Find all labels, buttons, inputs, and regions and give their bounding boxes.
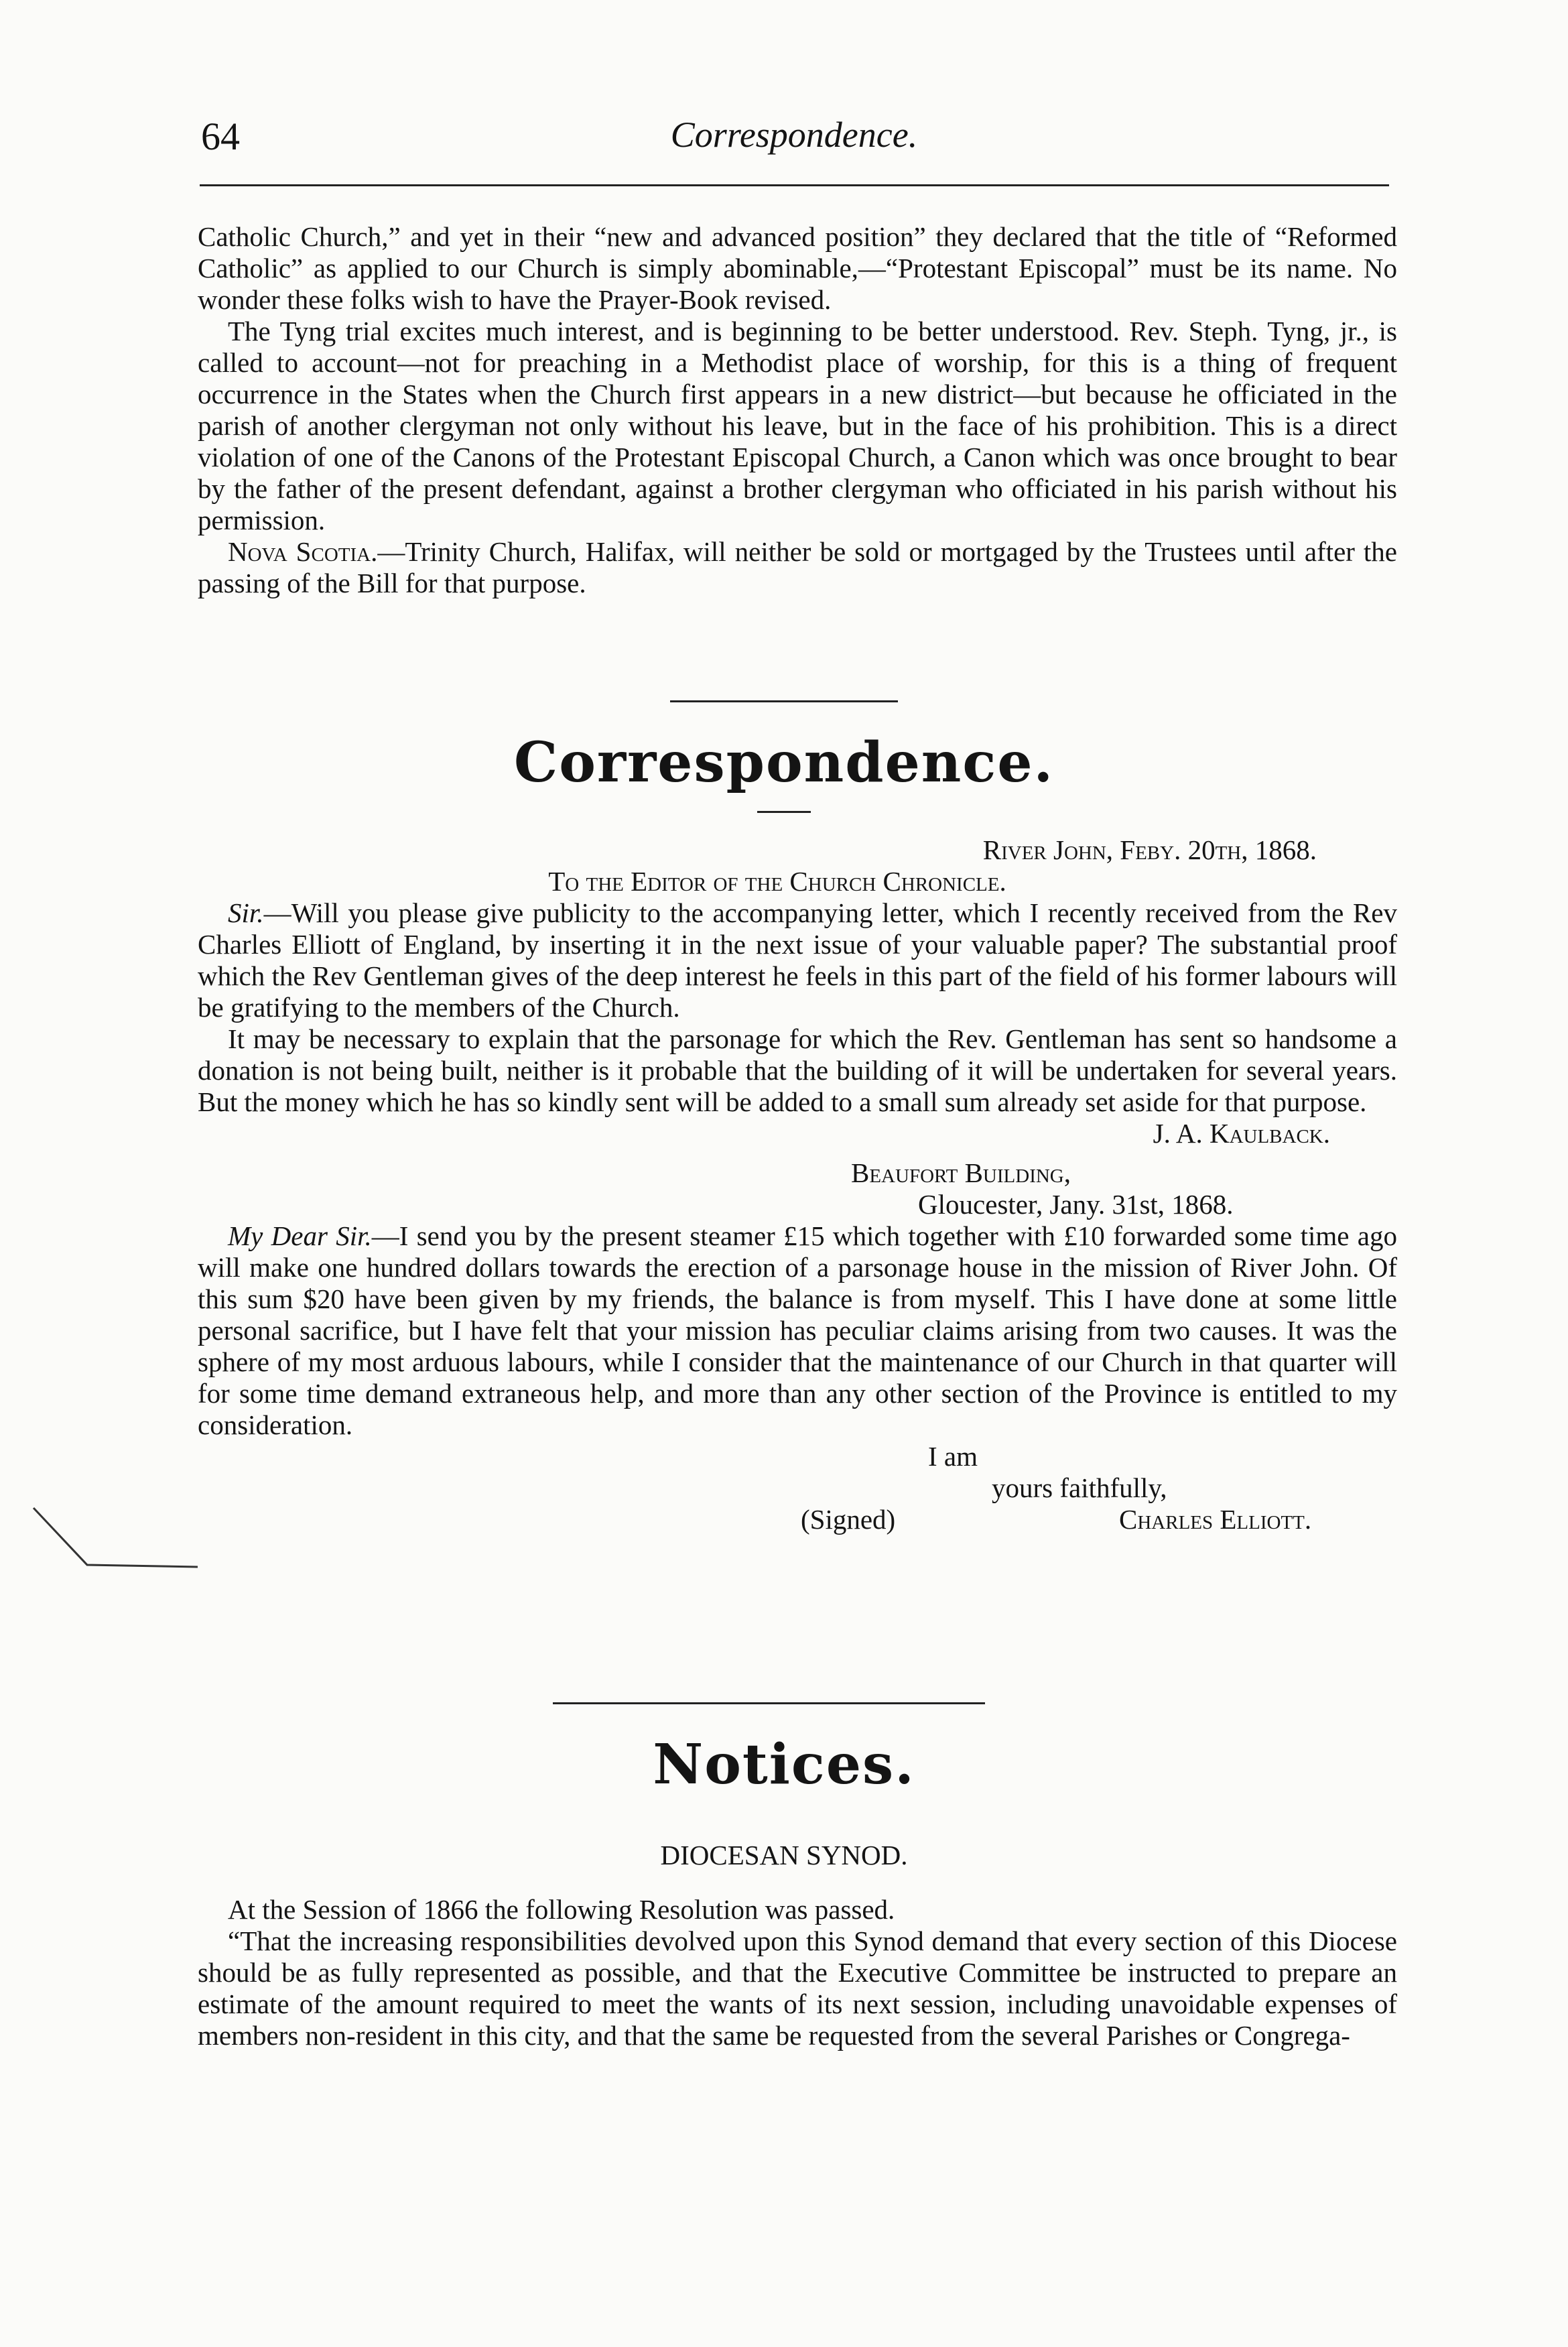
correspondence-paragraph-2: It may be necessary to explain that the parsonage for which the Rev. Gentleman has sent so handsome a donation is not being built, neither is it probable that the building of it will be undertaken for several years. But the money which he has so kindly sent will be added to a small sum already set aside for that purpose.	[198, 1023, 1397, 1117]
section-divider-2	[553, 1702, 985, 1704]
page-header	[201, 107, 1387, 168]
correspondence-section	[198, 834, 1397, 1535]
signed-label: (Signed)	[801, 1504, 896, 1535]
heading-underline-1	[757, 811, 811, 813]
place-date-line: River John, Feby. 20th, 1868.	[982, 834, 1317, 865]
correspondence-paragraph-1-rest: —Will you please give publicity to the accompanying letter, which I recently received from the Rev Charles Elliott of England, by inserting it in the next issue of your valuable paper? The substantial proof which the Rev Gentleman gives of the deep interest he feels in this part of the field of his former labours will be gratifying to the members of the Church.	[198, 897, 1397, 1023]
notices-heading: Notices.	[653, 1732, 915, 1797]
closing-i-am: I am	[928, 1441, 978, 1472]
signoff-kaulback: J. A. Kaulback.	[1153, 1118, 1330, 1149]
diocesan-synod-subheading: DIOCESAN SYNOD.	[660, 1840, 908, 1870]
running-title: Correspondence.	[670, 115, 918, 155]
margin-pen-mark	[27, 1501, 201, 1582]
correspondence-heading: Correspondence.	[513, 731, 1055, 795]
sir-salutation: Sir.	[228, 897, 264, 928]
letter-body	[198, 1220, 1397, 1441]
correspondence-paragraph-1	[198, 897, 1397, 1023]
address-line-1: Beaufort Building,	[851, 1157, 1071, 1188]
closing-yours-faithfully: yours faithfully,	[992, 1472, 1167, 1503]
section-divider-1	[670, 700, 898, 702]
notices-paragraph-2: “That the increasing responsibilities devolved upon this Synod demand that every section of this Diocese should be as fully represented as possible, and that the Executive Committee be instructed to prepare an estimate of the amount required to meet the wants of its next session, including unavoidable expenses of members non-resident in this city, and that the same be requested from the several Parishes or Congrega-	[198, 1925, 1397, 2051]
to-editor-line: To the Editor of the Church Chronicle.	[548, 866, 1006, 897]
address-line-2: Gloucester, Jany. 31st, 1868.	[918, 1189, 1234, 1220]
intro-paragraph-2: The Tyng trial excites much interest, and is beginning to be better understood. Rev. Steph. Tyng, jr., is called to account—not for preaching in a Methodist place of worship, for this is a thing of frequent occurrence in the States when the Church first appears in a new district—but because he officiated in the parish of another clergyman not only without his leave, but in the face of his prohibition. This is a direct violation of one of the Canons of the Protestant Episcopal Church, a Canon which was once brought to bear by the father of the present defendant, against a brother clergyman who officiated in his parish without his permission.	[198, 316, 1397, 535]
intro-paragraph-3-rest: —Trinity Church, Halifax, will neither be sold or mortgaged by the Trustees until after the passing of the Bill for that purpose.	[198, 536, 1397, 598]
page-number: 64	[201, 115, 240, 158]
intro-section	[198, 221, 1397, 599]
dear-sir-salutation: My Dear Sir.	[228, 1220, 372, 1251]
header-rule	[200, 184, 1389, 186]
nova-scotia-lead: Nova Scotia.	[228, 536, 378, 567]
signoff-elliott: Charles Elliott.	[1119, 1504, 1312, 1535]
notices-section	[198, 1840, 1397, 2051]
notices-paragraph-1: At the Session of 1866 the following Resolution was passed.	[228, 1894, 895, 1925]
signature-row	[198, 1504, 1397, 1535]
intro-paragraph-3	[198, 536, 1397, 599]
intro-paragraph-1: Catholic Church,” and yet in their “new and advanced position” they declared that the title of “Reformed Catholic” as applied to our Church is simply abominable,—“Protestant Episcopal” must be its name. No wonder these folks wish to have the Prayer-Book revised.	[198, 221, 1397, 315]
letter-body-rest: —I send you by the present steamer £15 which together with £10 forwarded some time ago will make one hundred dollars towards the erection of a parsonage house in the mission of River John. Of this sum $20 have been given by my friends, the balance is from myself. This I have done at some little personal sacrifice, but I have felt that your mission has peculiar claims arising from two causes. It was the sphere of my most arduous labours, while I consider that the maintenance of our Church in that quarter will for some time demand extraneous help, and more than any other section of the Province is entitled to my consideration.	[198, 1220, 1397, 1440]
